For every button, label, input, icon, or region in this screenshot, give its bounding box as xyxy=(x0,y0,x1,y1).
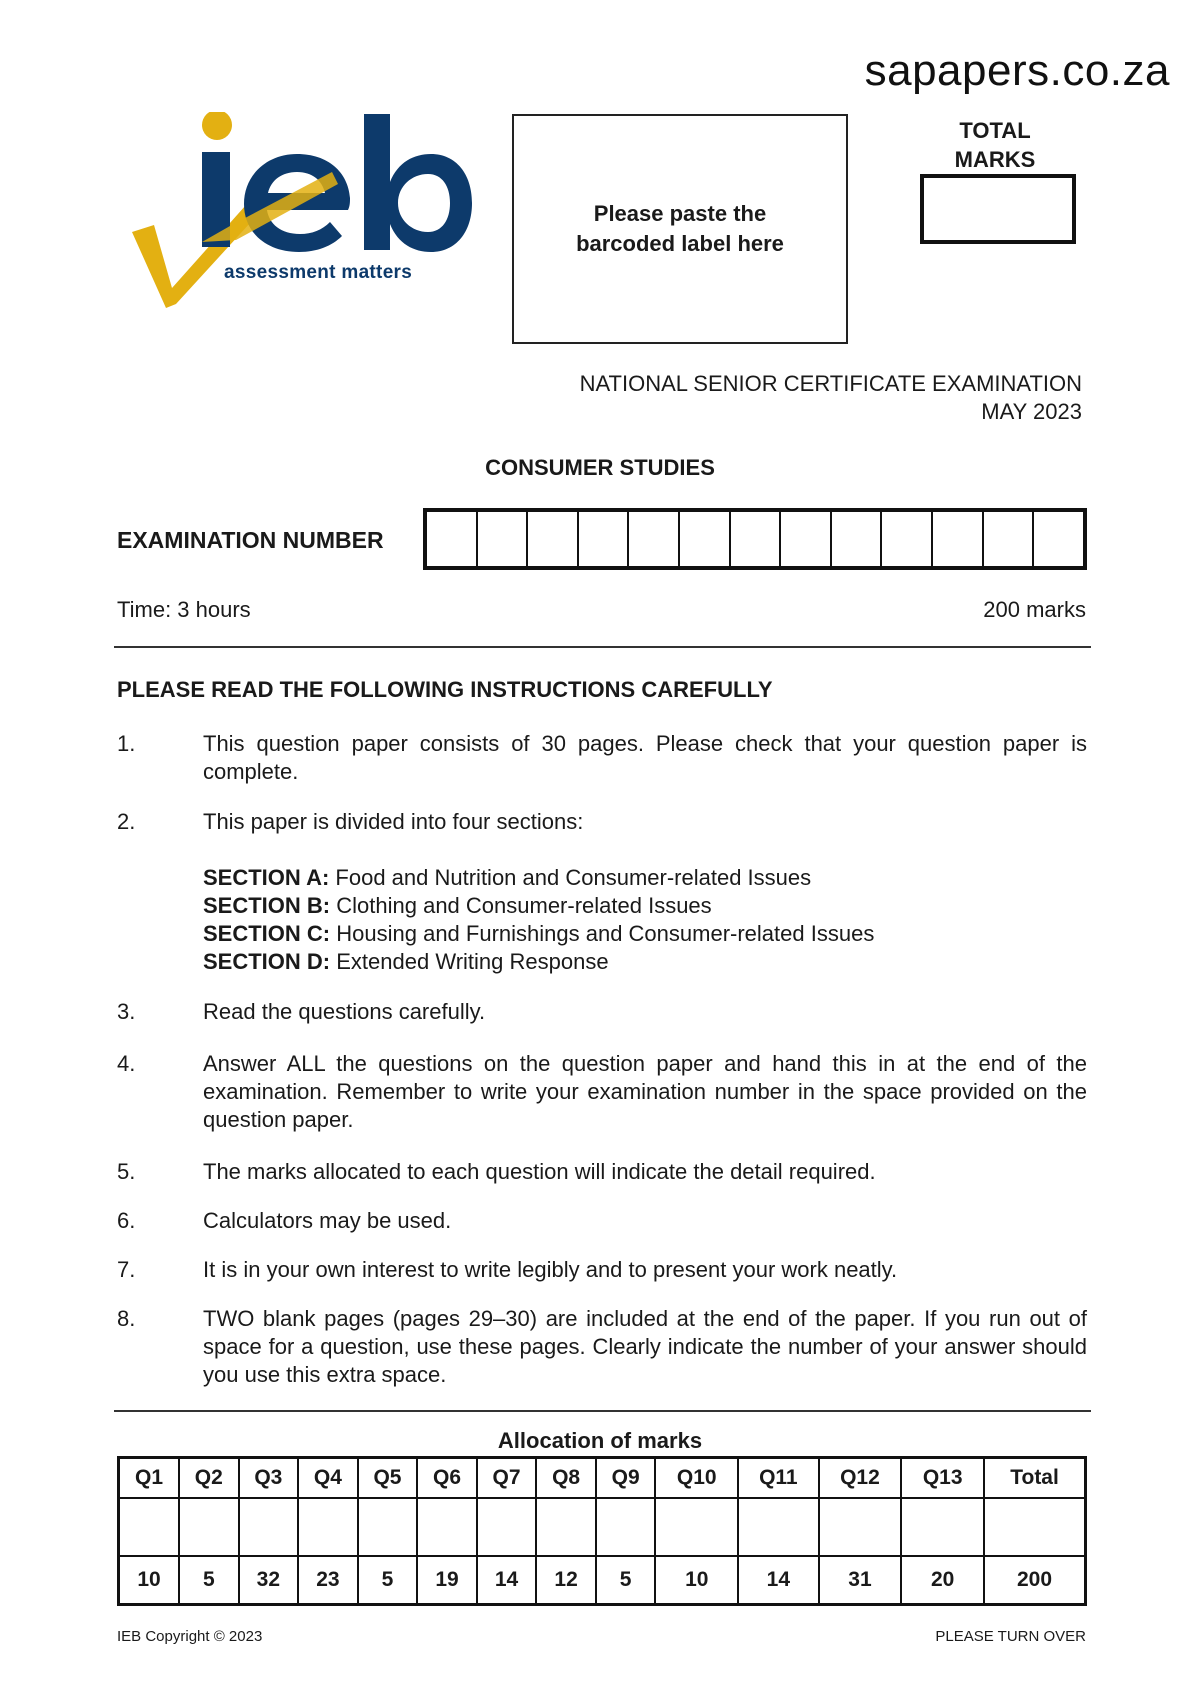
score-cell[interactable] xyxy=(984,1498,1085,1556)
score-cell[interactable] xyxy=(477,1498,537,1556)
allocation-header: Q1 xyxy=(119,1458,180,1499)
allocation-header: Q4 xyxy=(298,1458,358,1499)
allocation-score-row xyxy=(119,1498,1086,1556)
instruction-number: 2. xyxy=(117,809,136,834)
max-mark-cell: 14 xyxy=(738,1556,818,1605)
exam-title: NATIONAL SENIOR CERTIFICATE EXAMINATION xyxy=(579,371,1082,396)
section-line xyxy=(203,948,1087,976)
exam-number-cell[interactable] xyxy=(528,512,579,566)
score-cell[interactable] xyxy=(179,1498,239,1556)
allocation-header: Q3 xyxy=(239,1458,299,1499)
divider xyxy=(114,646,1091,648)
instruction-text: This paper is divided into four sections: xyxy=(203,809,584,834)
instructions-heading: PLEASE READ THE FOLLOWING INSTRUCTIONS CAREFULLY xyxy=(117,677,773,702)
instruction-item xyxy=(117,998,1087,1026)
section-text: Housing and Furnishings and Consumer-related Issues xyxy=(336,921,875,946)
watermark-text: sapapers.co.za xyxy=(864,46,1170,95)
instruction-text: It is in your own interest to write legibly and to present your work neatly. xyxy=(203,1257,898,1282)
score-cell[interactable] xyxy=(239,1498,299,1556)
section-line xyxy=(203,864,1087,892)
exam-number-label: EXAMINATION NUMBER xyxy=(117,527,384,553)
exam-number-cell[interactable] xyxy=(680,512,731,566)
instruction-number: 3. xyxy=(117,999,136,1024)
allocation-header: Q6 xyxy=(417,1458,477,1499)
score-cell[interactable] xyxy=(298,1498,358,1556)
max-mark-cell: 14 xyxy=(477,1556,537,1605)
logo-tagline: assessment matters xyxy=(224,262,413,283)
section-line xyxy=(203,892,1087,920)
score-cell[interactable] xyxy=(119,1498,180,1556)
instruction-number: 8. xyxy=(117,1306,136,1331)
max-mark-cell: 5 xyxy=(596,1556,656,1605)
section-text: Clothing and Consumer-related Issues xyxy=(336,893,712,918)
allocation-header: Total xyxy=(984,1458,1085,1499)
max-mark-cell: 31 xyxy=(819,1556,902,1605)
instruction-item xyxy=(117,1256,1087,1284)
exam-number-cell[interactable] xyxy=(1034,512,1083,566)
exam-number-boxes[interactable] xyxy=(423,508,1087,570)
instruction-text: Answer ALL the questions on the question paper and hand this in at the end of the examination. Remember to write your examination number in the space provided on the question paper. xyxy=(203,1051,1087,1132)
section-text: Food and Nutrition and Consumer-related Issues xyxy=(335,865,812,890)
score-cell[interactable] xyxy=(417,1498,477,1556)
exam-number-cell[interactable] xyxy=(427,512,478,566)
allocation-header: Q12 xyxy=(819,1458,902,1499)
allocation-title: Allocation of marks xyxy=(497,1428,703,1453)
allocation-header: Q8 xyxy=(536,1458,596,1499)
max-mark-cell: 19 xyxy=(417,1556,477,1605)
score-cell[interactable] xyxy=(358,1498,418,1556)
score-cell[interactable] xyxy=(536,1498,596,1556)
section-label: SECTION C: xyxy=(203,921,331,946)
subject-title: CONSUMER STUDIES xyxy=(485,455,715,480)
ieb-logo-graphic xyxy=(132,112,472,337)
instruction-text: Calculators may be used. xyxy=(203,1208,452,1233)
section-label: SECTION B: xyxy=(203,893,331,918)
divider xyxy=(114,1410,1091,1412)
exam-time: Time: 3 hours xyxy=(117,597,251,622)
exam-heading xyxy=(580,370,1082,426)
exam-marks: 200 marks xyxy=(983,597,1086,622)
max-mark-cell: 32 xyxy=(239,1556,299,1605)
total-marks-label xyxy=(920,116,1070,174)
max-mark-cell: 10 xyxy=(119,1556,180,1605)
max-mark-cell: 12 xyxy=(536,1556,596,1605)
exam-number-cell[interactable] xyxy=(629,512,680,566)
instruction-number: 1. xyxy=(117,731,136,756)
allocation-header: Q11 xyxy=(738,1458,818,1499)
section-line xyxy=(203,920,1087,948)
instruction-item xyxy=(117,1158,1087,1186)
instruction-text: This question paper consists of 30 pages. Please check that your question paper is complete. xyxy=(203,731,1087,784)
total-marks-line2: MARKS xyxy=(954,147,1036,172)
total-marks-line1: TOTAL xyxy=(959,118,1031,143)
max-mark-cell: 20 xyxy=(901,1556,984,1605)
instruction-item xyxy=(117,1207,1087,1235)
max-mark-cell: 5 xyxy=(179,1556,239,1605)
exam-number-cell[interactable] xyxy=(579,512,630,566)
allocation-header: Q9 xyxy=(596,1458,656,1499)
exam-number-cell[interactable] xyxy=(832,512,883,566)
instruction-item xyxy=(117,730,1087,786)
exam-number-cell[interactable] xyxy=(478,512,529,566)
allocation-header: Q2 xyxy=(179,1458,239,1499)
instruction-item xyxy=(117,808,1087,836)
instruction-item xyxy=(117,1050,1087,1134)
barcode-label-box xyxy=(512,114,848,344)
max-mark-cell: 5 xyxy=(358,1556,418,1605)
instruction-item xyxy=(117,1305,1087,1389)
ieb-logo xyxy=(132,112,472,337)
footer-copyright: IEB Copyright © 2023 xyxy=(117,1628,263,1645)
instruction-number: 5. xyxy=(117,1159,136,1184)
score-cell[interactable] xyxy=(655,1498,738,1556)
barcode-text-line2: barcoded label here xyxy=(576,231,784,256)
max-mark-cell: 200 xyxy=(984,1556,1085,1605)
allocation-max-row xyxy=(119,1556,1086,1605)
max-mark-cell: 10 xyxy=(655,1556,738,1605)
section-label: SECTION D: xyxy=(203,949,331,974)
instruction-text: The marks allocated to each question will indicate the detail required. xyxy=(203,1159,876,1184)
score-cell[interactable] xyxy=(819,1498,902,1556)
allocation-header: Q10 xyxy=(655,1458,738,1499)
max-mark-cell: 23 xyxy=(298,1556,358,1605)
allocation-header: Q5 xyxy=(358,1458,418,1499)
instruction-text: Read the questions carefully. xyxy=(203,999,486,1024)
total-marks-box[interactable] xyxy=(920,174,1076,244)
instruction-text: TWO blank pages (pages 29–30) are included at the end of the paper. If you run out of space for a question, use these pages. Clearly indicate the number of your answer should you use this extra space. xyxy=(203,1306,1087,1387)
allocation-table xyxy=(117,1456,1087,1606)
allocation-header-row xyxy=(119,1458,1086,1499)
section-list xyxy=(117,864,1087,976)
instruction-number: 6. xyxy=(117,1208,136,1233)
score-cell[interactable] xyxy=(596,1498,656,1556)
exam-number-cell[interactable] xyxy=(781,512,832,566)
section-text: Extended Writing Response xyxy=(336,949,609,974)
barcode-text-line1: Please paste the xyxy=(593,201,767,226)
footer-turn-over: PLEASE TURN OVER xyxy=(935,1628,1086,1645)
instruction-number: 4. xyxy=(117,1051,136,1076)
section-label: SECTION A: xyxy=(203,865,330,890)
exam-date: MAY 2023 xyxy=(981,399,1082,424)
exam-number-cell[interactable] xyxy=(731,512,782,566)
score-cell[interactable] xyxy=(901,1498,984,1556)
allocation-header: Q7 xyxy=(477,1458,537,1499)
instruction-number: 7. xyxy=(117,1257,136,1282)
score-cell[interactable] xyxy=(738,1498,818,1556)
allocation-header: Q13 xyxy=(901,1458,984,1499)
exam-number-cell[interactable] xyxy=(984,512,1035,566)
exam-number-cell[interactable] xyxy=(882,512,933,566)
exam-number-cell[interactable] xyxy=(933,512,984,566)
